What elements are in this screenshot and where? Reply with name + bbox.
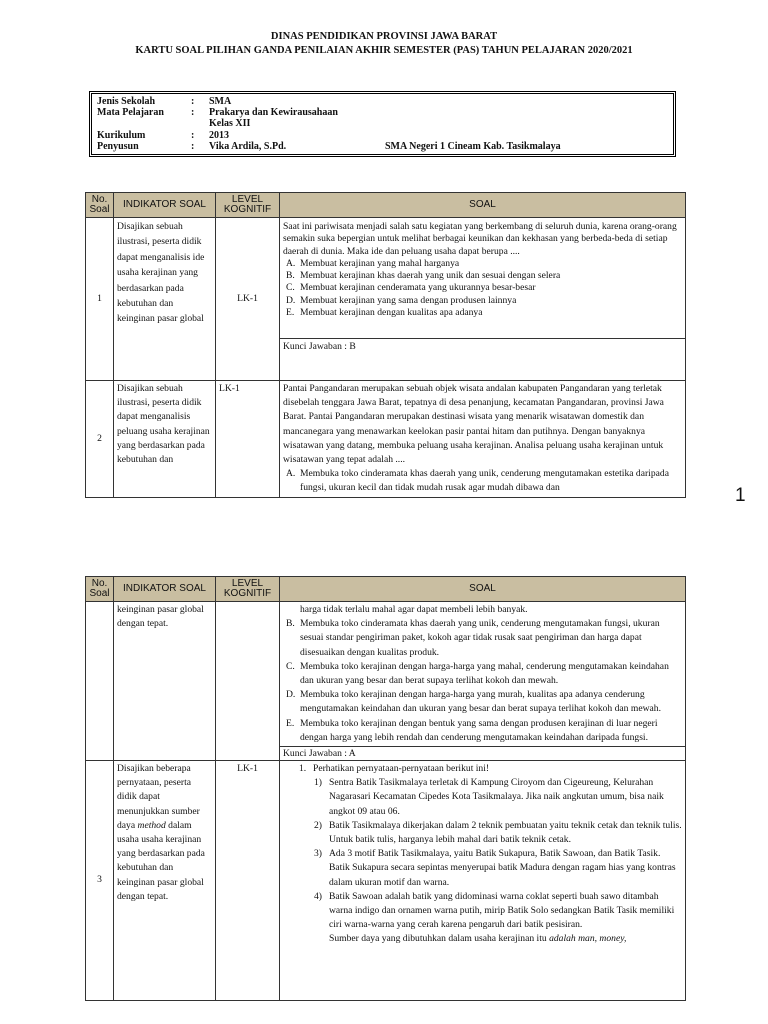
col-indikator: INDIKATOR SOAL bbox=[114, 577, 216, 602]
school-name: SMA Negeri 1 Cineam Kab. Tasikmalaya bbox=[385, 140, 561, 152]
option-e: E. Membuat kerajinan dengan kualitas apa adanya bbox=[286, 307, 483, 319]
question-row-2-cont bbox=[86, 602, 686, 747]
level-cell: LK-1 bbox=[216, 218, 280, 381]
col-indikator: INDIKATOR SOAL bbox=[114, 193, 216, 218]
option-e: E. Membuka toko kerajinan dengan bentuk yang sama dengan produsen kerajinan di luar negeri dengan harga yang lebih rendah dan cenderung mengutamakan keindahan daripada fungsi. bbox=[286, 717, 658, 743]
table-header-row bbox=[86, 193, 686, 218]
indikator-cell: Disajikan sebuah ilustrasi, peserta didik dapat menganalisis ide usaha kerajinan yang berdasarkan pada kebutuhan dan keinginan pasar global bbox=[114, 218, 216, 381]
header-title: KARTU SOAL PILIHAN GANDA PENILAIAN AKHIR SEMESTER (PAS) TAHUN PELAJARAN 2020/2021 bbox=[135, 45, 633, 56]
option-b: B. Membuka toko cinderamata khas daerah yang unik, cenderung mengutamakan fungsi, ukuran sesuai standar pengiriman paket, kokoh agar tidak rusak saat pengiriman dan harga dapat disesuaikan dengan kualitas produk. bbox=[286, 618, 660, 658]
indikator-cell-cont: keinginan pasar global dengan tepat. bbox=[114, 602, 216, 761]
jenis-value: SMA bbox=[209, 96, 232, 107]
option-a: A. Membuat kerajinan yang mahal harganya bbox=[286, 257, 460, 269]
col-level: LEVEL KOGNITIF bbox=[216, 577, 280, 602]
col-soal: SOAL bbox=[280, 577, 686, 602]
indikator-cell: Disajikan beberapa pernyataan, peserta didik dapat menunjukkan sumber daya method dalam usaha usaha kerajinan yang berdasarkan pada kebutuhan dan keinginan pasar global dengan tepat. bbox=[114, 761, 216, 1001]
question-row-3 bbox=[86, 761, 686, 1001]
kurikulum-value: 2013 bbox=[209, 129, 229, 141]
mapel-value: Prakarya dan Kewirausahaan bbox=[209, 107, 338, 119]
page-number: 1 bbox=[735, 485, 746, 506]
instruction: 1. Perhatikan pernyataan-pernyataan berikut ini! bbox=[299, 763, 490, 775]
header-agency: DINAS PENDIDIKAN PROVINSI JAWA BARAT bbox=[270, 31, 498, 42]
col-no: No. Soal bbox=[86, 193, 114, 218]
question-number-empty bbox=[86, 602, 114, 761]
col-no: No. Soal bbox=[86, 577, 114, 602]
option-d: D. Membuat kerajinan yang sama dengan produsen lainnya bbox=[286, 294, 517, 306]
question-stem: Pantai Pangandaran merupakan sebuah objek wisata andalan kabupaten Pangandaran yang terletak disebelah tenggara Jawa Barat, tepatnya di desa penanjung, kecamatan Pangandaran, provinsi Jawa Barat. Pantai Pangandaran merupakan destinasi wisata yang menarik wisatawan domestik dan mancanegara yang menawarkan keelokan pasir pantai hitam dan putihnya. Dengan banyaknya wisatawan yang datang, membuka peluang usaha kerajinan. Analisa peluang usaha kerajinan untuk wisatawan yang tepat adalah .... bbox=[283, 383, 664, 466]
soal-cell bbox=[280, 761, 686, 1001]
soal-cell bbox=[280, 218, 686, 339]
option-a: A. Membuka toko cinderamata khas daerah yang unik, cenderung mengutamakan estetika daripada fungsi, ukuran kecil dan tidak mudah rusak agar mudah dibawa dan bbox=[286, 468, 669, 494]
colon: : bbox=[191, 129, 195, 141]
level-cell: LK-1 bbox=[216, 381, 280, 498]
question-table-1 bbox=[85, 192, 686, 498]
statement-3-cont: Batik Sukapura secara sepintas menyerupai batik Madura dengan ragam hias yang kontras dalam ukuran motif dan warna. bbox=[329, 862, 676, 888]
colon: : bbox=[191, 140, 195, 152]
info-row-kurikulum bbox=[97, 130, 668, 141]
jenis-label: Jenis Sekolah bbox=[97, 96, 156, 107]
kurikulum-label: Kurikulum bbox=[97, 129, 146, 141]
question-number: 3 bbox=[86, 761, 114, 1001]
statement-4: 4) Batik Sawoan adalah batik yang didominasi warna coklat seperti buah sawo ditambah warna indigo dan ornamen warna putih, mirip Batik Solo sedangkan Batik Tasik memiliki ciri warna-warna yang cerah karena pengaruh dari batik pesisiran. bbox=[314, 890, 675, 931]
closing-line: Sumber daya yang dibutuhkan dalam usaha kerajinan itu adalah man, money, bbox=[329, 933, 627, 945]
mapel-label: Mata Pelajaran bbox=[97, 107, 164, 119]
answer-key: Kunci Jawaban : A bbox=[280, 747, 686, 761]
question-row-1 bbox=[86, 218, 686, 339]
kelas-value: Kelas XII bbox=[209, 118, 251, 130]
colon: : bbox=[191, 107, 195, 119]
col-level: LEVEL KOGNITIF bbox=[216, 193, 280, 218]
info-box bbox=[89, 91, 676, 157]
table-header-row bbox=[86, 577, 686, 602]
info-row-kelas bbox=[97, 118, 668, 129]
question-row-2 bbox=[86, 381, 686, 498]
info-row-mapel bbox=[97, 107, 668, 118]
question-table-2 bbox=[85, 576, 686, 1001]
statement-3: 3) Ada 3 motif Batik Tasikmalaya, yaitu Batik Sukapura, Batik Sawoan, dan Batik Tasik. bbox=[314, 848, 661, 860]
statement-1: 1) Sentra Batik Tasikmalaya terletak di Kampung Ciroyom dan Cigeureung, Kelurahan Nagarasari Kecamatan Cipedes Kota Tasikmalaya. Jika naik angkutan umum, bisa naik angkot 09 atau 06. bbox=[314, 777, 664, 817]
penyusun-value: Vika Ardila, S.Pd. bbox=[209, 140, 287, 152]
option-a-cont: harga tidak terlalu mahal agar dapat membeli lebih banyak. bbox=[300, 604, 528, 615]
col-soal: SOAL bbox=[280, 193, 686, 218]
indikator-cell: Disajikan sebuah ilustrasi, peserta didik dapat menganalisis peluang usaha kerajinan yang berdasarkan pada kebutuhan dan bbox=[114, 381, 216, 498]
option-b: B. Membuat kerajinan khas daerah yang unik dan sesuai dengan selera bbox=[286, 270, 561, 282]
statement-2: 2) Batik Tasikmalaya dikerjakan dalam 2 teknik pembuatan yaitu teknik cetak dan teknik tulis. Untuk batik tulis, harganya lebih mahal dari batik teknik cetak. bbox=[314, 819, 682, 846]
colon: : bbox=[191, 96, 195, 107]
question-number: 2 bbox=[86, 381, 114, 498]
info-row-penyusun bbox=[97, 141, 668, 152]
option-c: C. Membuka toko kerajinan dengan harga-harga yang mahal, cenderung mengutamakan keindahan dan ukuran yang besar dan berat supaya terlihat kokoh dan mewah. bbox=[286, 660, 669, 687]
question-number: 1 bbox=[86, 218, 114, 381]
soal-cell bbox=[280, 381, 686, 498]
option-d: D. Membuka toko kerajinan dengan harga-harga yang murah, kualitas apa adanya cenderung mengutamakan keindahan dan ukuran yang besar dan berat supaya terlihat kokoh dan mewah. bbox=[286, 689, 661, 715]
soal-cell-cont bbox=[280, 602, 686, 747]
level-cell: LK-1 bbox=[216, 761, 280, 1001]
option-c: C. Membuat kerajinan cenderamata yang ukurannya besar-besar bbox=[286, 282, 536, 294]
penyusun-label: Penyusun bbox=[97, 140, 139, 152]
question-stem: Saat ini pariwisata menjadi salah satu kegiatan yang berkembang di seluruh dunia, karena orang-orang semakin suka bepergian untuk melihat berbagai keunikan dan kekhasan yang berbeda-beda di setiap daerah di dunia. Maka ide dan peluang usaha dapat berupa .... bbox=[283, 221, 677, 257]
info-row-jenis bbox=[97, 96, 668, 107]
level-cell-empty bbox=[216, 602, 280, 761]
answer-key: Kunci Jawaban : B bbox=[280, 339, 686, 381]
